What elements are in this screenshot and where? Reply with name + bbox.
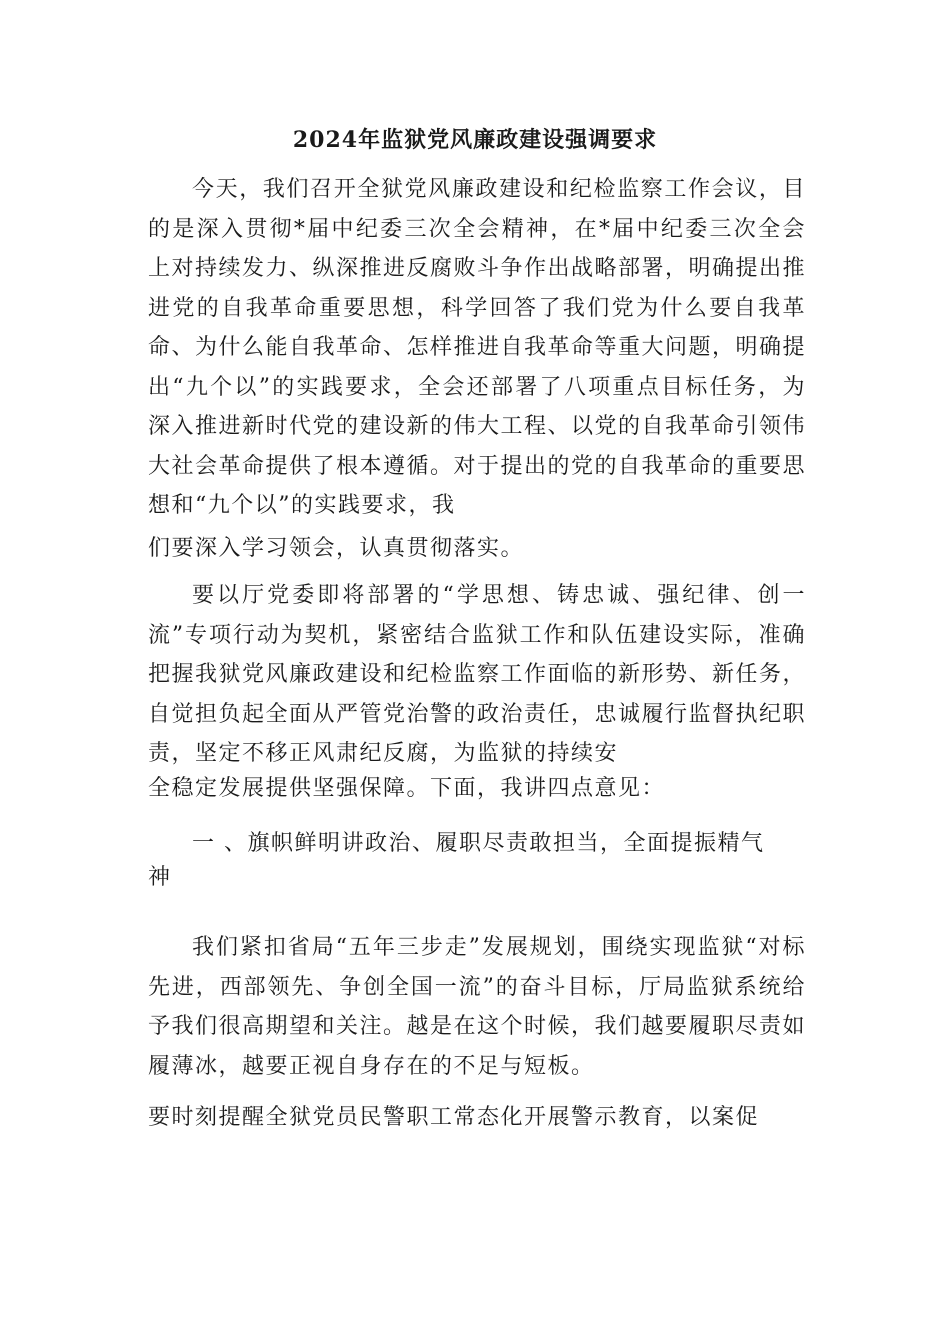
- paragraph-plan-end: 要时刻提醒全狱党员民警职工常态化开展警示教育，以案促: [148, 1105, 760, 1130]
- section-heading-1-end: 神: [148, 865, 172, 890]
- document-title: 2024年监狱党风廉政建设强调要求: [292, 127, 658, 153]
- paragraph-intro: 今天，我们召开全狱党风廉政建设和纪检监察工作会议，目的是深入贯彻*届中纪委三次全会精神，在*届中纪委三次全会上对持续发力、纵深推进反腐败斗争作出战略部署，明确提出推进党的自我革命重要思想，科学回答了我们党为什么要自我革命、为什么能自我革命、怎样推进自我革命等重大问题，明确提出“九个以”的实践要求，全会还部署了八项重点目标任务，为深入推进新时代党的建设新的伟大工程、以党的自我革命引领伟大社会革命提供了根本遵循。对于提出的党的自我革命的重要思想和“九个以”的实践要求，我: [148, 177, 807, 518]
- section-heading-1: 一 、旗帜鲜明讲政治、履职尽责敢担当，全面提振精气: [192, 831, 765, 856]
- paragraph-action: 要以厅党委即将部署的“学思想、铸忠诚、强纪律、创一流”专项行动为契机，紧密结合监狱工作和队伍建设实际，准确把握我狱党风廉政建设和纪检监察工作面临的新形势、新任务，自觉担负起全面从严管党治警的政治责任，忠诚履行监督执纪职责，坚定不移正风肃纪反腐，为监狱的持续安: [148, 583, 807, 766]
- paragraph-plan: 我们紧扣省局“五年三步走”发展规划，围绕实现监狱“对标先进，西部领先、争创全国一流”的奋斗目标，厅局监狱系统给予我们很高期望和关注。越是在这个时候，我们越要履职尽责如履薄冰，越要正视自身存在的不足与短板。: [148, 935, 807, 1079]
- paragraph-intro-end: 们要深入学习领会，认真贯彻落实。: [148, 536, 525, 561]
- paragraph-action-end: 全稳定发展提供坚强保障。下面，我讲四点意见：: [148, 776, 666, 801]
